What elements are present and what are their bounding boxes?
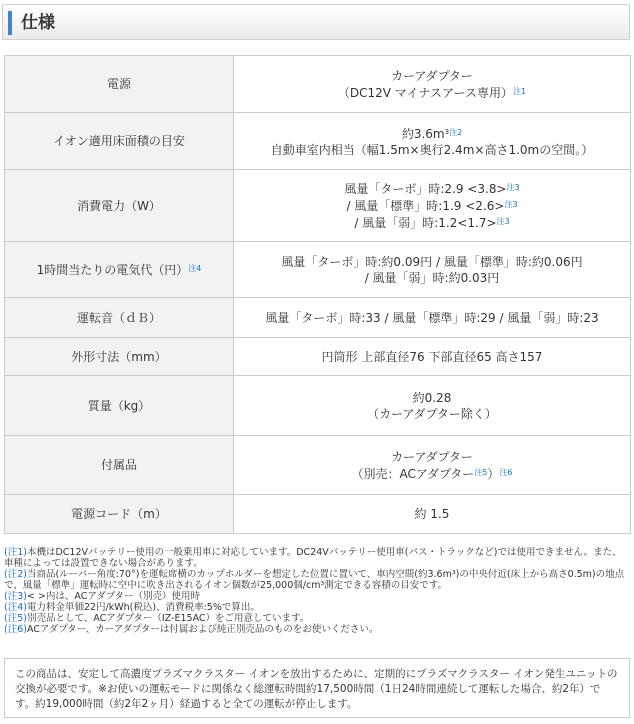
footnote-text: ACアダプター、カーアダプターは付属および純正別売品のものをお使いください。 [26,624,379,635]
footnote [4,602,628,613]
row-label: イオン適用床面積の目安 [5,113,234,170]
table-row-area [5,113,631,170]
unit-superscript: 3 [444,128,450,136]
footnote-marker: (注2) [4,569,27,580]
table-row-cord [5,495,631,534]
table-row-electricity-cost [5,242,631,298]
footnote [4,591,628,602]
value-line: （カーアダプター除く） [367,406,497,421]
footnote [4,613,628,624]
table-row-dimensions [5,338,631,376]
value-line: カーアダプター [391,68,473,83]
note-reference: 注3 [496,217,510,226]
footnote-marker: (注6) [4,624,27,635]
row-value [234,56,631,113]
footnote-text: 当商品(ルーバー角度:70°)を運転席横のカップホルダーを想定した位置に置いて、車内空間(約3.6m³)の中央付近(床上から高さ0.5m)の地点で、風量「標準」運転時に空中に吹き出されるイオン個数が25,000個/cm³測定できる容積の目安です。 [4,569,625,591]
row-value [234,376,631,436]
footnote-marker: (注3) [4,591,27,602]
note-reference: 注1 [513,86,527,96]
footnote-marker: (注5) [4,613,27,624]
row-label [5,242,234,298]
footnote-marker: (注4) [4,602,27,613]
value-line: 約3.6m [401,127,445,141]
row-label: 運転音（ｄＢ） [5,298,234,338]
note-reference: 注2 [449,128,463,137]
value-line: カーアダプター [391,449,473,464]
footnote-text: 別売品として、ACアダプター（IZ-E15AC）をご用意しています。 [26,613,310,624]
page-title: 仕様 [21,13,55,33]
row-label: 付属品 [5,436,234,495]
footnote [4,624,628,635]
footnote [4,569,628,591]
value-line: （DC12V マイナスアース専用） [337,85,514,100]
note-reference: 注3 [506,183,520,192]
row-label-text: 1時間当たりの電気代（円） [36,263,189,277]
maintenance-notice-box: この商品は、安定して高濃度プラズマクラスター イオンを放出するために、定期的にプラズマクラスター イオン発生ユニットの交換が必要です。※お使いの運転モードに関係なく総運転時間約17,500時間（1日24時間連続して運転した場合、約2年）です。約19,000時間（約2年2ヶ月）経過すると全ての運転が停止します。 [4,658,630,718]
note-reference: 注4 [188,264,202,273]
value-line: 約0.28 [412,390,452,405]
row-label: 質量（kg） [5,376,234,436]
row-value [234,242,631,298]
row-value: 風量「ターボ」時:33 / 風量「標準」時:29 / 風量「弱」時:23 [234,298,631,338]
table-row-accessories [5,436,631,495]
footnotes [4,547,628,635]
value-line: / 風量「弱」時:1.2<1.7> [354,216,497,230]
note-reference: 注3 [504,200,518,209]
row-value [234,113,631,170]
footnote-marker: (注1) [4,547,27,558]
spec-table [4,55,631,534]
row-value [234,436,631,495]
footnote-text: < >内は、ACアダプター（別売）使用時 [26,591,201,602]
section-header [2,4,630,40]
row-label: 外形寸法（mm） [5,338,234,376]
row-value: 約 1.5 [234,495,631,534]
table-row-weight [5,376,631,436]
row-label: 消費電力（W） [5,170,234,242]
note-reference: 注5 [474,467,488,477]
row-value [234,170,631,242]
table-row-noise [5,298,631,338]
table-row-power-consumption [5,170,631,242]
row-label: 電源コード（m） [5,495,234,534]
value-line-end: ） [487,466,500,481]
value-line: / 風量「標準」時:1.9 <2.6> [346,199,505,213]
value-line: 風量「ターボ」時:2.9 <3.8> [344,182,507,196]
note-reference: 注6 [499,467,513,477]
footnote-text: 本機はDC12Vバッテリー使用の一般乗用車に対応しています。DC24Vバッテリー使用車(バス・トラックなど)では使用できません。また、車種によっては設置できない場合があります。 [4,547,622,569]
value-line: 自動車室内相当（幅1.5m×奥行2.4m×高さ1.0mの空間。） [270,143,594,157]
row-value: 円筒形 上部直径76 下部直径65 高さ157 [234,338,631,376]
footnote-text: 電力料金単価22円/kWh(税込)、消費税率:5%で算出。 [26,602,260,613]
footnote [4,547,628,569]
value-line: （別売：ACアダプター [351,466,475,481]
header-accent-bar [8,11,12,35]
row-label: 電源 [5,56,234,113]
value-line: 風量「ターボ」時:約0.09円 / 風量「標準」時:約0.06円 [281,254,583,269]
value-line: / 風量「弱」時:約0.03円 [364,270,500,285]
table-row-power-source [5,56,631,113]
